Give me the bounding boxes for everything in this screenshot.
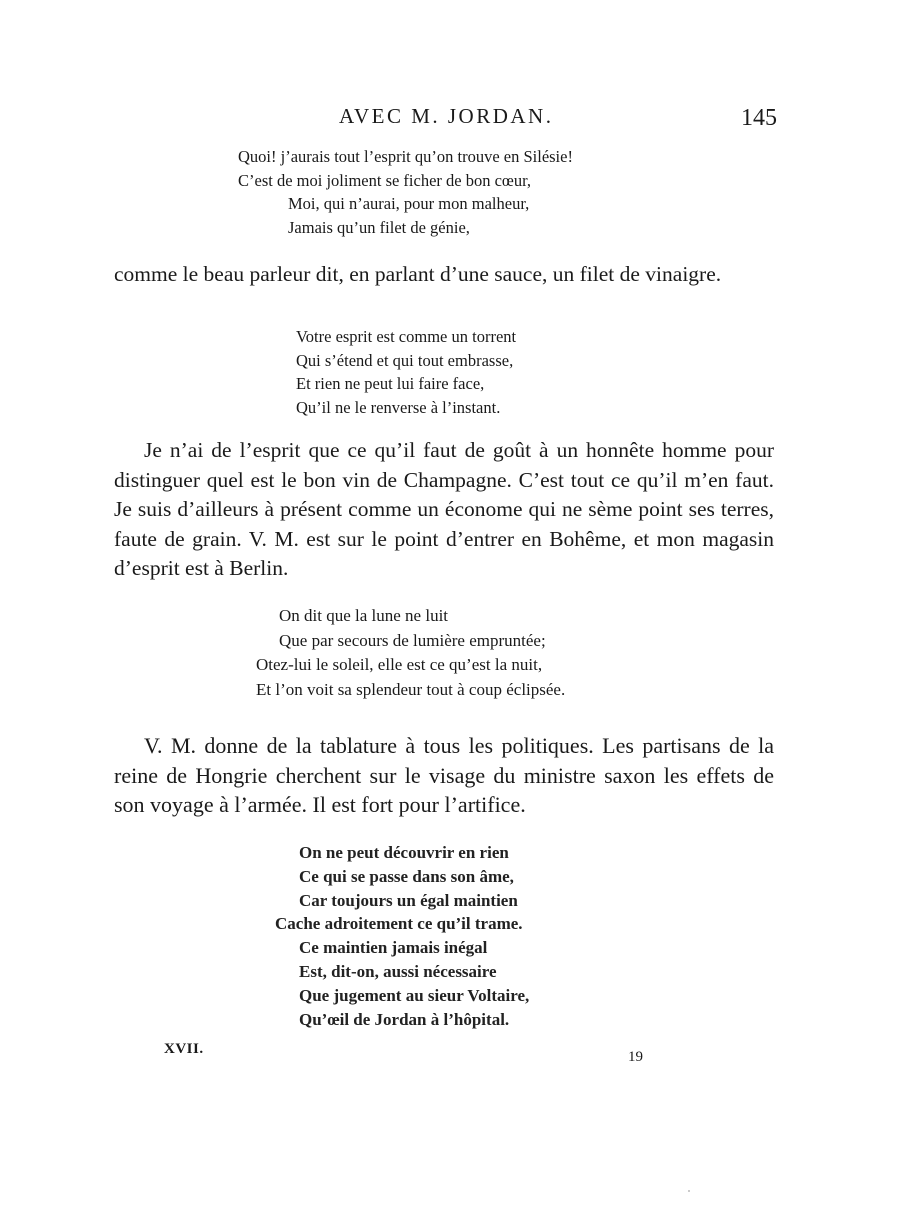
verse-stanza-1 [238,145,573,239]
verse-line: Moi, qui n’aurai, pour mon malheur, [288,194,530,213]
verse-line: Cache adroitement ce qu’il trame. [275,914,523,934]
verse-line: Quoi! j’aurais tout l’esprit qu’on trouve en Silésie! [238,147,573,166]
verse-line: On ne peut découvrir en rien [299,843,509,862]
running-head: AVEC M. JORDAN. [339,104,554,128]
verse-line: On dit que la lune ne luit [279,606,449,625]
prose-paragraph-1: comme le beau parleur dit, en parlant d’une sauce, un filet de vinaigre. [114,262,722,286]
verse-line: Car toujours un égal maintien [299,890,518,910]
paper-speck [688,1190,690,1192]
prose-paragraph-3 [114,731,774,820]
verse-line: Votre esprit est comme un torrent [296,327,517,346]
verse-line: Jamais qu’un filet de génie, [288,217,470,237]
verse-line: Que jugement au sieur Voltaire, [299,985,530,1005]
page-number: 145 [741,105,777,131]
verse-line: C’est de moi joliment se ficher de bon cœur, [238,170,532,190]
prose-paragraph-2-text: Je n’ai de l’esprit que ce qu’il faut de goût à un honnête homme pour distinguer quel est le bon vin de Champagne. C’est tout ce qu’il m’en faut. Je suis d’ailleurs à présent comme un économe qui ne sème point ses terres, faute de grain. V. M. est sur le point d’entrer en Bohême, et mon magasin d’esprit est à Berlin. [114,438,774,580]
verse-line: Otez-lui le soleil, elle est ce qu’est la nuit, [256,655,543,674]
verse-line: Qu’il ne le renverse à l’instant. [296,397,501,417]
verse-stanza-4 [275,841,529,1031]
verse-line: Ce qui se passe dans son âme, [299,866,514,886]
verse-line: Est, dit-on, aussi nécessaire [299,961,497,981]
verse-line: Et l’on voit sa splendeur tout à coup éclipsée. [256,679,566,699]
signature-mark: XVII. [164,1041,204,1057]
verse-stanza-2 [296,325,516,419]
verse-line: Et rien ne peut lui faire face, [296,374,485,393]
verse-line: Qu’œil de Jordan à l’hôpital. [299,1009,510,1029]
gathering-mark: 19 [628,1049,643,1065]
prose-paragraph-2 [114,436,774,584]
verse-line: Qui s’étend et qui tout embrasse, [296,350,514,370]
verse-line: Ce maintien jamais inégal [299,938,488,958]
verse-stanza-3 [256,604,565,702]
prose-paragraph-3-text: V. M. donne de la tablature à tous les politiques. Les partisans de la reine de Hongrie cherchent sur le visage du ministre saxon les effets de son voyage à l’armée. Il est fort pour l’artifice. [114,733,774,817]
verse-line: Que par secours de lumière empruntée; [279,630,546,650]
